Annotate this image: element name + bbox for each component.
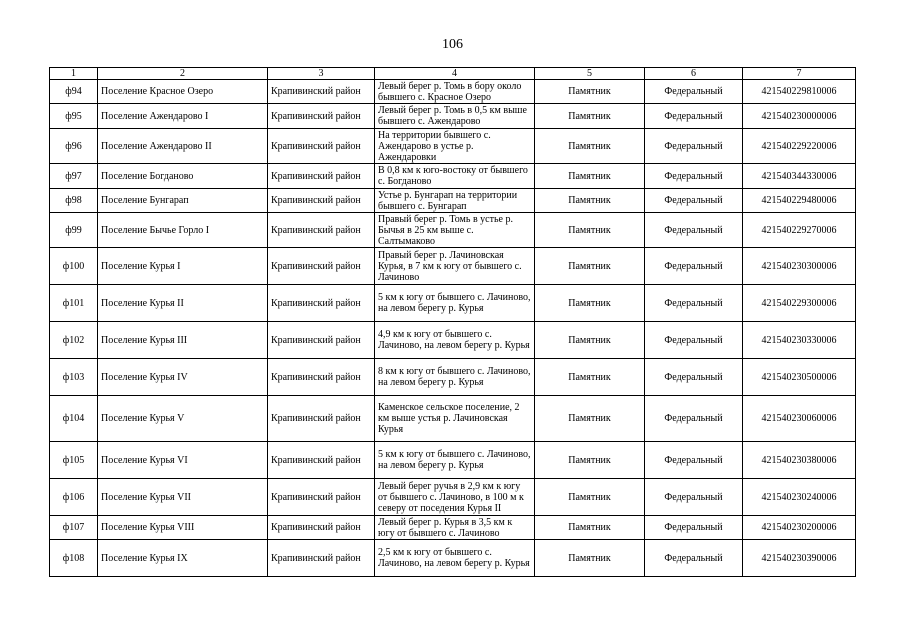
site-name-cell: Поселение Бычье Горло I: [98, 213, 268, 248]
table-row: [50, 516, 856, 540]
district-cell: Крапивинский район: [268, 396, 375, 442]
category-cell: Федеральный: [645, 396, 743, 442]
location-cell: Левый берег р. Томь в бору около бывшего с. Красное Озеро: [375, 80, 535, 104]
district-cell: Крапивинский район: [268, 164, 375, 189]
location-cell: Левый берег р. Томь в 0,5 км выше бывшего с. Ажендарово: [375, 104, 535, 129]
object-type-cell: Памятник: [535, 248, 645, 285]
site-name-cell: Поселение Бунгарап: [98, 189, 268, 213]
row-id-cell: ф108: [50, 540, 98, 577]
registry-code-cell: 421540230300006: [743, 248, 856, 285]
category-cell: Федеральный: [645, 104, 743, 129]
district-cell: Крапивинский район: [268, 516, 375, 540]
registry-code-cell: 421540230380006: [743, 442, 856, 479]
table-row: [50, 479, 856, 516]
registry-code-cell: 421540229480006: [743, 189, 856, 213]
object-type-cell: Памятник: [535, 322, 645, 359]
row-id-cell: ф99: [50, 213, 98, 248]
category-cell: Федеральный: [645, 248, 743, 285]
category-cell: Федеральный: [645, 213, 743, 248]
site-name-cell: Поселение Курья VIII: [98, 516, 268, 540]
row-id-cell: ф95: [50, 104, 98, 129]
district-cell: Крапивинский район: [268, 129, 375, 164]
table-row: [50, 189, 856, 213]
registry-code-cell: 421540344330006: [743, 164, 856, 189]
location-cell: Левый берег ручья в 2,9 км к югу от бывшего с. Лачиново, в 100 м к северу от поседения Курья II: [375, 479, 535, 516]
registry-code-cell: 421540229300006: [743, 285, 856, 322]
category-cell: Федеральный: [645, 540, 743, 577]
object-type-cell: Памятник: [535, 396, 645, 442]
row-id-cell: ф94: [50, 80, 98, 104]
heritage-registry-table: [49, 67, 856, 577]
registry-code-cell: 421540229220006: [743, 129, 856, 164]
district-cell: Крапивинский район: [268, 213, 375, 248]
row-id-cell: ф97: [50, 164, 98, 189]
registry-code-cell: 421540230000006: [743, 104, 856, 129]
table-row: [50, 540, 856, 577]
district-cell: Крапивинский район: [268, 285, 375, 322]
registry-code-cell: 421540229270006: [743, 213, 856, 248]
row-id-cell: ф105: [50, 442, 98, 479]
category-cell: Федеральный: [645, 322, 743, 359]
object-type-cell: Памятник: [535, 540, 645, 577]
column-header: 6: [645, 68, 743, 80]
location-cell: Правый берег р. Томь в устье р. Бычья в 25 км выше с. Салтымаково: [375, 213, 535, 248]
object-type-cell: Памятник: [535, 516, 645, 540]
location-cell: Каменское сельское поселение, 2 км выше устья р. Лачиновская Курья: [375, 396, 535, 442]
category-cell: Федеральный: [645, 516, 743, 540]
table-row: [50, 213, 856, 248]
object-type-cell: Памятник: [535, 129, 645, 164]
object-type-cell: Памятник: [535, 189, 645, 213]
category-cell: Федеральный: [645, 442, 743, 479]
site-name-cell: Поселение Курья IV: [98, 359, 268, 396]
site-name-cell: Поселение Богданово: [98, 164, 268, 189]
location-cell: Правый берег р. Лачиновская Курья, в 7 км к югу от бывшего с. Лачиново: [375, 248, 535, 285]
location-cell: Устье р. Бунгарап на территории бывшего с. Бунгарап: [375, 189, 535, 213]
table-row: [50, 164, 856, 189]
row-id-cell: ф102: [50, 322, 98, 359]
object-type-cell: Памятник: [535, 359, 645, 396]
column-header: 3: [268, 68, 375, 80]
site-name-cell: Поселение Ажендарово II: [98, 129, 268, 164]
location-cell: В 0,8 км к юго-востоку от бывшего с. Богданово: [375, 164, 535, 189]
row-id-cell: ф107: [50, 516, 98, 540]
object-type-cell: Памятник: [535, 164, 645, 189]
object-type-cell: Памятник: [535, 479, 645, 516]
column-header: 2: [98, 68, 268, 80]
location-cell: 4,9 км к югу от бывшего с. Лачиново, на левом берегу р. Курья: [375, 322, 535, 359]
row-id-cell: ф106: [50, 479, 98, 516]
district-cell: Крапивинский район: [268, 442, 375, 479]
location-cell: 8 км к югу от бывшего с. Лачиново, на левом берегу р. Курья: [375, 359, 535, 396]
row-id-cell: ф98: [50, 189, 98, 213]
category-cell: Федеральный: [645, 164, 743, 189]
row-id-cell: ф100: [50, 248, 98, 285]
table-row: [50, 104, 856, 129]
district-cell: Крапивинский район: [268, 359, 375, 396]
object-type-cell: Памятник: [535, 213, 645, 248]
page-number: 106: [442, 37, 463, 52]
table-row: [50, 80, 856, 104]
table-row: [50, 322, 856, 359]
table-row: [50, 442, 856, 479]
table-row: [50, 359, 856, 396]
registry-code-cell: 421540230200006: [743, 516, 856, 540]
site-name-cell: Поселение Курья II: [98, 285, 268, 322]
registry-code-cell: 421540230060006: [743, 396, 856, 442]
column-header: 4: [375, 68, 535, 80]
category-cell: Федеральный: [645, 129, 743, 164]
site-name-cell: Поселение Курья VI: [98, 442, 268, 479]
row-id-cell: ф101: [50, 285, 98, 322]
category-cell: Федеральный: [645, 479, 743, 516]
registry-code-cell: 421540230330006: [743, 322, 856, 359]
site-name-cell: Поселение Курья V: [98, 396, 268, 442]
location-cell: На территории бывшего с. Ажендарово в устье р. Ажендаровки: [375, 129, 535, 164]
table-header-row: [50, 68, 856, 80]
table-row: [50, 396, 856, 442]
column-header: 5: [535, 68, 645, 80]
site-name-cell: Поселение Ажендарово I: [98, 104, 268, 129]
district-cell: Крапивинский район: [268, 189, 375, 213]
registry-code-cell: 421540230500006: [743, 359, 856, 396]
district-cell: Крапивинский район: [268, 322, 375, 359]
site-name-cell: Поселение Курья I: [98, 248, 268, 285]
category-cell: Федеральный: [645, 80, 743, 104]
table-row: [50, 248, 856, 285]
registry-code-cell: 421540229810006: [743, 80, 856, 104]
site-name-cell: Поселение Курья III: [98, 322, 268, 359]
object-type-cell: Памятник: [535, 285, 645, 322]
site-name-cell: Поселение Красное Озеро: [98, 80, 268, 104]
registry-code-cell: 421540230240006: [743, 479, 856, 516]
district-cell: Крапивинский район: [268, 248, 375, 285]
location-cell: 5 км к югу от бывшего с. Лачиново, на левом берегу р. Курья: [375, 442, 535, 479]
location-cell: 5 км к югу от бывшего с. Лачиново, на левом берегу р. Курья: [375, 285, 535, 322]
column-header: 7: [743, 68, 856, 80]
category-cell: Федеральный: [645, 359, 743, 396]
table-row: [50, 285, 856, 322]
row-id-cell: ф104: [50, 396, 98, 442]
location-cell: 2,5 км к югу от бывшего с. Лачиново, на левом берегу р. Курья: [375, 540, 535, 577]
category-cell: Федеральный: [645, 189, 743, 213]
column-header: 1: [50, 68, 98, 80]
row-id-cell: ф96: [50, 129, 98, 164]
district-cell: Крапивинский район: [268, 80, 375, 104]
category-cell: Федеральный: [645, 285, 743, 322]
district-cell: Крапивинский район: [268, 104, 375, 129]
registry-code-cell: 421540230390006: [743, 540, 856, 577]
location-cell: Левый берег р. Курья в 3,5 км к югу от бывшего с. Лачиново: [375, 516, 535, 540]
district-cell: Крапивинский район: [268, 540, 375, 577]
site-name-cell: Поселение Курья VII: [98, 479, 268, 516]
object-type-cell: Памятник: [535, 80, 645, 104]
district-cell: Крапивинский район: [268, 479, 375, 516]
site-name-cell: Поселение Курья IX: [98, 540, 268, 577]
table-row: [50, 129, 856, 164]
row-id-cell: ф103: [50, 359, 98, 396]
object-type-cell: Памятник: [535, 442, 645, 479]
object-type-cell: Памятник: [535, 104, 645, 129]
